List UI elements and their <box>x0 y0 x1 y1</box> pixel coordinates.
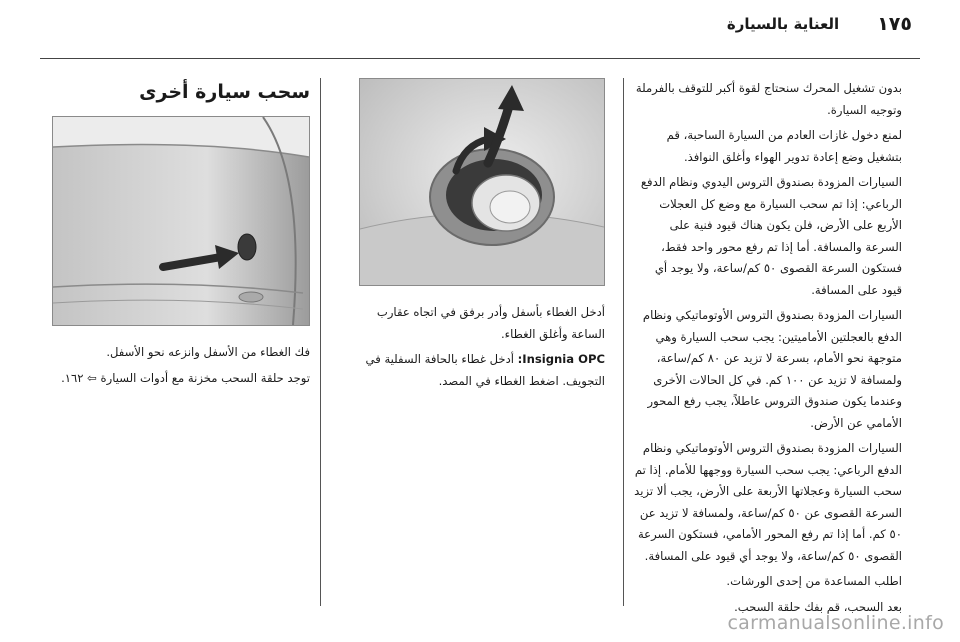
right-text-column <box>634 78 902 622</box>
paragraph: بعد السحب، قم بفك حلقة السحب. <box>734 599 902 614</box>
paragraph: السيارات المزودة بصندوق التروس الأوتوماتيكي ونظام الدفع الرباعي: يجب سحب السيارة ووجهها للأمام. إذا تم سحب السيارة وعجلاتها الأربعة على الأرض، يجب ألا تزيد السرعة القصوى عن ٥٠ كم/ساعة، ولمسافة لا تزيد عن ٥٠ كم. أما إذا تم رفع المحور الأمامي، فستكون السرعة القصوى ٥٠ كم/ساعة، ولا يوجد أي قيود على المسافة. <box>634 441 902 563</box>
paragraph: بدون تشغيل المحرك سنحتاج لقوة أكبر للتوقف بالفرملة وتوجيه السيارة. <box>635 81 902 117</box>
column-divider-right <box>623 78 624 606</box>
tow-eye-cover-figure <box>359 78 605 286</box>
section-title: العناية بالسيارة <box>726 15 840 33</box>
tow-eye-cover-illustration <box>360 79 604 285</box>
paragraph: لمنع دخول غازات العادم من السيارة الساحبة، قم بتشغيل وضع إعادة تدوير الهواء وأغلق النوافذ. <box>666 128 902 164</box>
paragraph: السيارات المزودة بصندوق التروس اليدوي ونظام الدفع الرباعي: إذا تم سحب السيارة مع وضع كل العجلات الأربع على الأرض، فلن يكون هناك قيود فنية على السرعة والمسافة. أما إذا تم رفع محور واحد فقط، فستكون السرعة القصوى ٥٠ كم/ساعة، ولا يوجد أي قيود على المسافة. <box>640 175 902 297</box>
watermark: carmanualsonline.info <box>727 612 944 634</box>
left-column <box>52 78 310 393</box>
figure-caption: فك الغطاء من الأسفل وانزعه نحو الأسفل. <box>106 345 310 359</box>
header-divider <box>40 58 920 59</box>
paragraph: السيارات المزودة بصندوق التروس الأوتوماتيكي ونظام الدفع بالعجلتين الأماميتين: يجب سحب السيارة وهي متوجهة نحو الأمام، بسرعة لا تزيد عن ٨٠ كم/ساعة، ولمسافة لا تزيد عن ١٠٠ كم. في كل الحالات الأخرى وعندما يكون صندوق التروس عاطلاً، يجب رفع المحور الأمامي عن الأرض. <box>642 308 902 430</box>
page-header <box>727 10 912 38</box>
middle-column <box>359 78 605 396</box>
model-label: Insignia OPC: <box>517 352 605 366</box>
figure-caption: أدخل الغطاء بأسفل وأدر برفق في اتجاه عقارب الساعة وأغلق الغطاء. <box>376 305 605 341</box>
paragraph: اطلب المساعدة من إحدى الورشات. <box>726 574 902 588</box>
figure-caption-reference: توجد حلقة السحب مخزنة مع أدوات السيارة ⇦ ١٦٢. <box>61 370 310 385</box>
page-number: ١٧٥ <box>877 13 912 35</box>
caption-text: أدخل غطاء بالحافة السفلية في التجويف. اضغط الغطاء في المصد. <box>365 352 605 388</box>
figure-caption-opc <box>359 349 605 392</box>
section-heading: سحب سيارة أخرى <box>139 81 310 103</box>
rear-bumper-figure <box>52 116 310 326</box>
rear-bumper-illustration <box>53 117 309 325</box>
column-divider-left <box>320 78 321 606</box>
